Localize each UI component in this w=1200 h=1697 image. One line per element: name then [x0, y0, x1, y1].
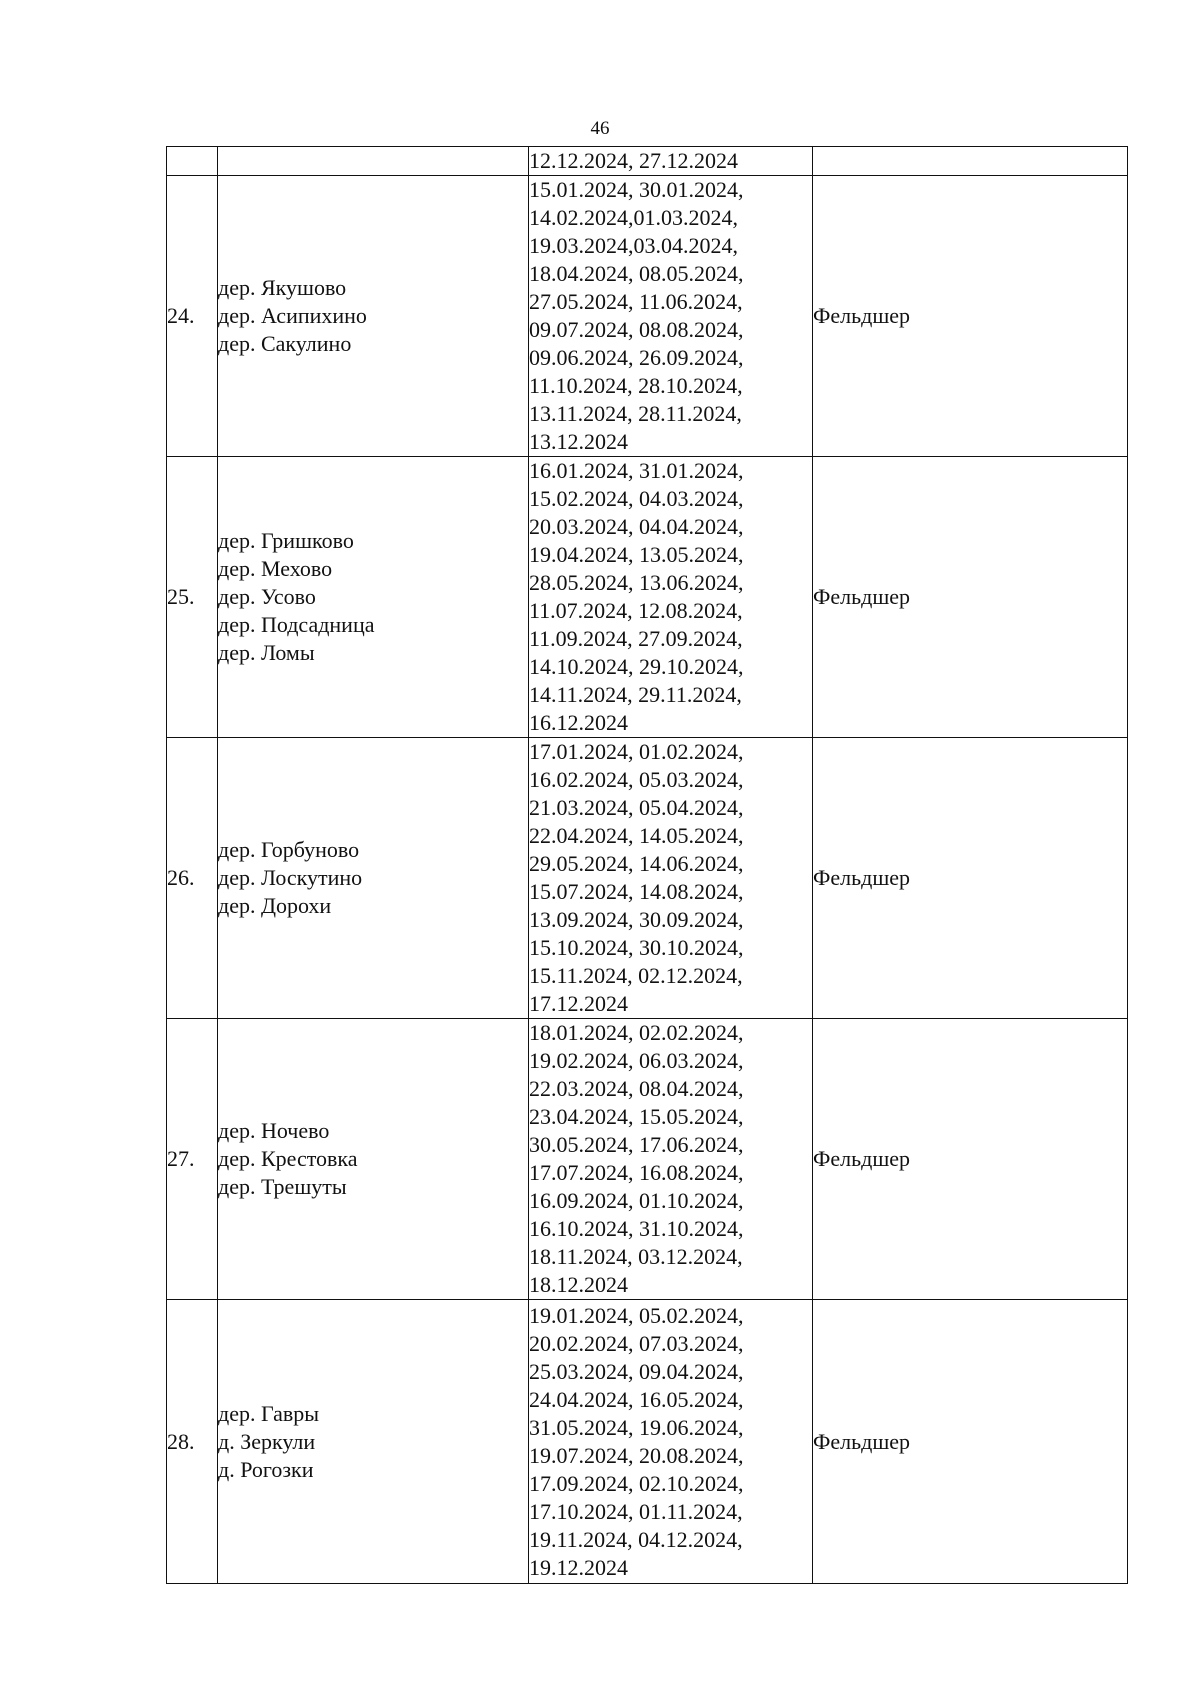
- date-line: 22.03.2024, 08.04.2024,: [529, 1076, 744, 1101]
- village-name: дер. Якушово: [218, 275, 347, 300]
- village-name: д. Рогозки: [218, 1456, 314, 1482]
- date-line: 15.10.2024, 30.10.2024,: [529, 935, 744, 960]
- date-line: 20.02.2024, 07.03.2024,: [529, 1330, 744, 1356]
- date-line: 16.12.2024: [529, 710, 628, 735]
- village-name: дер. Ломы: [218, 640, 315, 665]
- continuation-row: [167, 147, 1128, 176]
- dates-cell: [529, 176, 813, 457]
- village-name: д. Зеркули: [218, 1428, 316, 1454]
- table-row: [167, 457, 1128, 738]
- date-line: 19.07.2024, 20.08.2024,: [529, 1442, 744, 1468]
- date-line: 16.01.2024, 31.01.2024,: [529, 458, 744, 483]
- village-name: дер. Дорохи: [218, 893, 332, 918]
- date-line: 19.04.2024, 13.05.2024,: [529, 542, 744, 567]
- villages-cell: [218, 147, 529, 176]
- date-line: 19.01.2024, 05.02.2024,: [529, 1302, 744, 1328]
- villages-cell: [218, 176, 529, 457]
- table-row: [167, 1300, 1128, 1584]
- village-name: дер. Сакулино: [218, 331, 352, 356]
- village-name: дер. Подсадница: [218, 612, 375, 637]
- role-cell: Фельдшер: [813, 1019, 1128, 1300]
- date-line: 15.11.2024, 02.12.2024,: [529, 963, 743, 988]
- date-line: 16.02.2024, 05.03.2024,: [529, 767, 744, 792]
- role-cell: Фельдшер: [813, 738, 1128, 1019]
- date-line: 17.07.2024, 16.08.2024,: [529, 1160, 744, 1185]
- date-line: 17.10.2024, 01.11.2024,: [529, 1498, 743, 1524]
- village-name: дер. Трешуты: [218, 1174, 347, 1199]
- dates-cell: [529, 457, 813, 738]
- village-name: дер. Асипихино: [218, 303, 367, 328]
- page-number: 46: [590, 118, 610, 139]
- date-line: 19.11.2024, 04.12.2024,: [529, 1526, 743, 1552]
- villages-cell: [218, 1300, 529, 1584]
- date-line: 18.04.2024, 08.05.2024,: [529, 261, 744, 286]
- date-line: 11.10.2024, 28.10.2024,: [529, 373, 743, 398]
- date-line: 30.05.2024, 17.06.2024,: [529, 1132, 744, 1157]
- village-name: дер. Усово: [218, 584, 316, 609]
- date-line: 19.03.2024,03.04.2024,: [529, 233, 738, 258]
- table-row: [167, 1019, 1128, 1300]
- role-cell: Фельдшер: [813, 1300, 1128, 1584]
- dates-cell: [529, 1300, 813, 1584]
- villages-cell: [218, 738, 529, 1019]
- date-line: 14.02.2024,01.03.2024,: [529, 205, 738, 230]
- village-name: дер. Гришково: [218, 528, 354, 553]
- dates-cell: [529, 1019, 813, 1300]
- date-line: 12.12.2024, 27.12.2024: [529, 148, 738, 173]
- date-line: 11.09.2024, 27.09.2024,: [529, 626, 743, 651]
- dates-cell: [529, 738, 813, 1019]
- date-line: 13.12.2024: [529, 429, 628, 454]
- date-line: 14.10.2024, 29.10.2024,: [529, 654, 744, 679]
- date-line: 15.02.2024, 04.03.2024,: [529, 486, 744, 511]
- date-line: 13.11.2024, 28.11.2024,: [529, 401, 742, 426]
- date-line: 19.02.2024, 06.03.2024,: [529, 1048, 744, 1073]
- row-number: 26.: [167, 738, 218, 1019]
- date-line: 16.09.2024, 01.10.2024,: [529, 1188, 744, 1213]
- date-line: 24.04.2024, 16.05.2024,: [529, 1386, 744, 1412]
- date-line: 14.11.2024, 29.11.2024,: [529, 682, 742, 707]
- role-cell: Фельдшер: [813, 176, 1128, 457]
- village-name: дер. Крестовка: [218, 1146, 358, 1171]
- village-name: дер. Горбуново: [218, 837, 360, 862]
- date-line: 18.12.2024: [529, 1272, 628, 1297]
- role-cell: [813, 147, 1128, 176]
- table-row: [167, 176, 1128, 457]
- schedule-table: [166, 146, 1128, 1584]
- village-name: дер. Лоскутино: [218, 865, 363, 890]
- date-line: 17.09.2024, 02.10.2024,: [529, 1470, 744, 1496]
- date-line: 29.05.2024, 14.06.2024,: [529, 851, 744, 876]
- date-line: 17.12.2024: [529, 991, 628, 1016]
- date-line: 22.04.2024, 14.05.2024,: [529, 823, 744, 848]
- date-line: 18.11.2024, 03.12.2024,: [529, 1244, 743, 1269]
- dates-cell: [529, 147, 813, 176]
- village-name: дер. Мехово: [218, 556, 333, 581]
- date-line: 27.05.2024, 11.06.2024,: [529, 289, 743, 314]
- date-line: 15.01.2024, 30.01.2024,: [529, 177, 744, 202]
- row-number: 27.: [167, 1019, 218, 1300]
- role-cell: Фельдшер: [813, 457, 1128, 738]
- date-line: 17.01.2024, 01.02.2024,: [529, 739, 744, 764]
- date-line: 28.05.2024, 13.06.2024,: [529, 570, 744, 595]
- date-line: 21.03.2024, 05.04.2024,: [529, 795, 744, 820]
- date-line: 23.04.2024, 15.05.2024,: [529, 1104, 744, 1129]
- row-number: 24.: [167, 176, 218, 457]
- date-line: 16.10.2024, 31.10.2024,: [529, 1216, 744, 1241]
- date-line: 15.07.2024, 14.08.2024,: [529, 879, 744, 904]
- date-line: 11.07.2024, 12.08.2024,: [529, 598, 743, 623]
- date-line: 19.12.2024: [529, 1554, 628, 1580]
- date-line: 13.09.2024, 30.09.2024,: [529, 907, 744, 932]
- villages-cell: [218, 1019, 529, 1300]
- date-line: 20.03.2024, 04.04.2024,: [529, 514, 744, 539]
- date-line: 31.05.2024, 19.06.2024,: [529, 1414, 744, 1440]
- row-number: 28.: [167, 1300, 218, 1584]
- row-number: 25.: [167, 457, 218, 738]
- village-name: дер. Ночево: [218, 1118, 330, 1143]
- row-number-cell: [167, 147, 218, 176]
- date-line: 09.07.2024, 08.08.2024,: [529, 317, 744, 342]
- date-line: 18.01.2024, 02.02.2024,: [529, 1020, 744, 1045]
- date-line: 09.06.2024, 26.09.2024,: [529, 345, 744, 370]
- village-name: дер. Гавры: [218, 1400, 320, 1426]
- villages-cell: [218, 457, 529, 738]
- table-row: [167, 738, 1128, 1019]
- date-line: 25.03.2024, 09.04.2024,: [529, 1358, 744, 1384]
